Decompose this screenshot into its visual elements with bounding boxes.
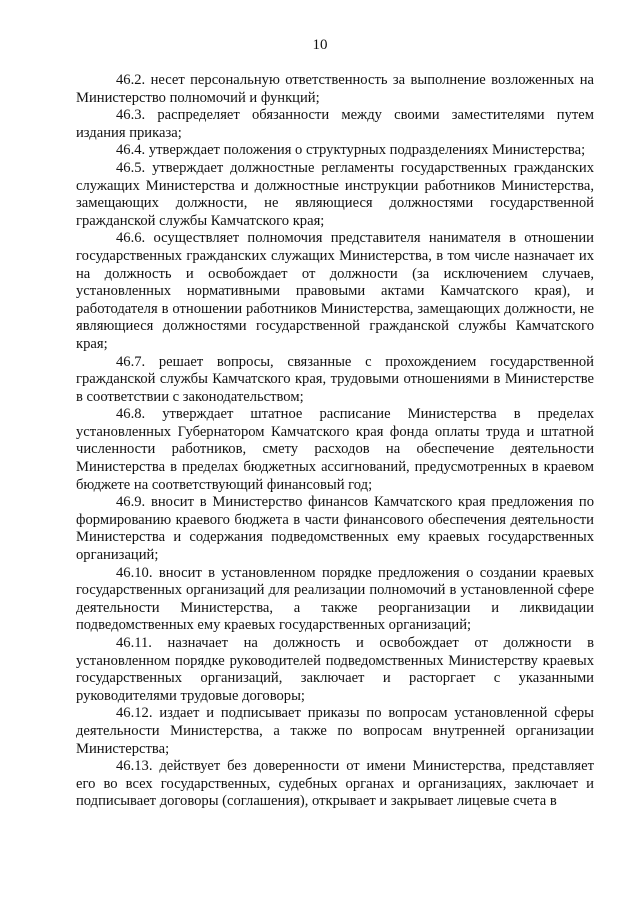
- paragraph-46-5: 46.5. утверждает должностные регламенты государственных гражданских служащих Министерства и должностные инструкции работников Министерства, замещающих должности, не являющиеся должностями государственной гражданской службы Камчатского края;: [76, 159, 594, 229]
- paragraph-46-13: 46.13. действует без доверенности от имени Министерства, представляет его во всех государственных, судебных органах и организациях, заключает и подписывает договоры (соглашения), открывает и закрывает лицевые счета в: [76, 758, 594, 810]
- paragraph-46-6: 46.6. осуществляет полномочия представителя нанимателя в отношении государственных гражданских служащих Министерства, в том числе назначает их на должность и освобождает от должности (за исключением случаев, установленных нормативными правовыми актами Камчатского края), и работодателя в отношении работников Министерства, замещающих должности, не являющиеся должностями государственной гражданской службы Камчатского края;: [76, 230, 594, 352]
- paragraph-46-4: 46.4. утверждает положения о структурных подразделениях Министерства;: [116, 142, 586, 159]
- paragraph-46-8: 46.8. утверждает штатное расписание Министерства в пределах установленных Губернатором Камчатского края фонда оплаты труда и штатной численности работников, смету расходов на обеспечение деятельности Министерства в пределах бюджетных ассигнований, предусмотренных в краевом бюджете на соответствующий финансовый год;: [76, 406, 594, 493]
- paragraph-46-7: 46.7. решает вопросы, связанные с прохождением государственной гражданской службы Камчатского края, трудовыми отношениями в Министерстве в соответствии с законодательством;: [76, 353, 594, 405]
- paragraph-46-11: 46.11. назначает на должность и освобождает от должности в установленном порядке руководителей подведомственных Министерству краевых государственных организаций, заключает и расторгает с указанными руководителями трудовые договоры;: [76, 635, 594, 704]
- paragraph-46-10: 46.10. вносит в установленном порядке предложения о создании краевых государственных организаций для реализации полномочий в установленной сфере деятельности Министерства, а также реорганизации и ликвидации подведомственных ему краевых государственных организаций;: [76, 564, 594, 634]
- document-body: [76, 72, 594, 811]
- paragraph-46-12: 46.12. издает и подписывает приказы по вопросам установленной сферы деятельности Министерства, а также по вопросам внутренней организации Министерства;: [76, 705, 594, 757]
- paragraph-46-3: 46.3. распределяет обязанности между своими заместителями путем издания приказа;: [76, 107, 594, 141]
- page-number: 10: [312, 37, 328, 53]
- paragraph-46-2: 46.2. несет персональную ответственность за выполнение возложенных на Министерство полномочий и функций;: [76, 72, 594, 106]
- paragraph-46-9: 46.9. вносит в Министерство финансов Камчатского края предложения по формированию краевого бюджета в части финансового обеспечения деятельности Министерства и содержания подведомственных ему краевых государственных организаций;: [76, 494, 594, 564]
